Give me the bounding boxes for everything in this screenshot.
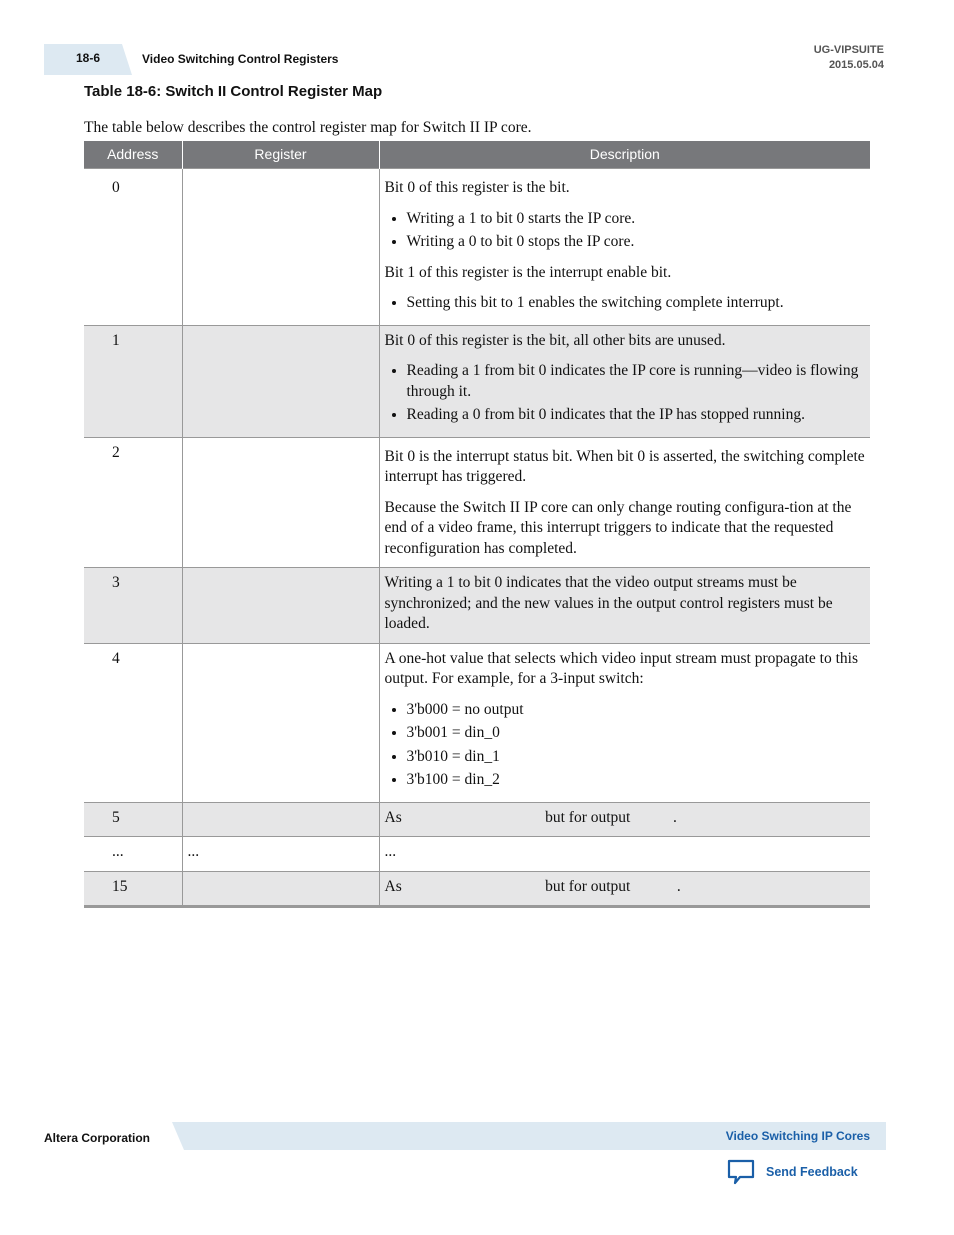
register-cell: ... bbox=[182, 837, 379, 872]
address-cell: 0 bbox=[84, 169, 182, 326]
column-header-address: Address bbox=[84, 141, 182, 169]
table-row bbox=[84, 643, 870, 802]
register-cell bbox=[182, 169, 379, 326]
bullet-item: • 3'b010 = din_1 bbox=[407, 747, 866, 768]
bullet-list bbox=[385, 293, 866, 314]
column-header-register: Register bbox=[182, 141, 379, 169]
bullet-item: • Reading a 1 from bit 0 indicates the IP core is running—video is flowing through it. bbox=[407, 361, 866, 402]
address-cell: 2 bbox=[84, 437, 182, 568]
table-row bbox=[84, 871, 870, 907]
address-cell: 3 bbox=[84, 568, 182, 644]
description-paragraph: A one-hot value that selects which video input stream must propagate to this output. For example, for a 3-input switch: bbox=[384, 649, 859, 687]
register-cell bbox=[182, 437, 379, 568]
register-cell bbox=[182, 325, 379, 437]
doc-info bbox=[814, 43, 884, 73]
description-cell bbox=[379, 437, 870, 568]
description-paragraph: Because the Switch II IP core can only change routing configura-tion at the end of a video frame, this interrupt triggers to indicate that the requested reconfiguration has completed. bbox=[384, 498, 852, 557]
description-cell bbox=[379, 325, 870, 437]
address-cell: ... bbox=[84, 837, 182, 872]
register-cell bbox=[182, 802, 379, 837]
table-row bbox=[84, 169, 870, 326]
table-row bbox=[84, 437, 870, 568]
register-cell bbox=[182, 568, 379, 644]
address-cell: 15 bbox=[84, 871, 182, 907]
description-paragraph: Bit 1 of this register is the interrupt enable bit. bbox=[384, 263, 672, 281]
table-caption: Table 18-6: Switch II Control Register Map bbox=[84, 83, 383, 100]
doc-id: UG-VIPSUITE bbox=[813, 44, 884, 56]
description-cell bbox=[379, 169, 870, 326]
description-cell bbox=[379, 643, 870, 802]
section-title: Video Switching Control Registers bbox=[142, 52, 339, 66]
bullet-list bbox=[385, 700, 866, 791]
send-feedback-button[interactable] bbox=[726, 1158, 858, 1186]
description-cell bbox=[379, 568, 870, 644]
column-header-description: Description bbox=[379, 141, 870, 169]
bullet-list bbox=[385, 209, 866, 253]
doc-date: 2015.05.04 bbox=[828, 59, 884, 71]
table-row bbox=[84, 802, 870, 837]
bullet-item: • Setting this bit to 1 enables the switching complete interrupt. bbox=[407, 293, 866, 314]
intro-text: The table below describes the control register map for Switch II IP core. bbox=[84, 119, 532, 136]
table-row bbox=[84, 837, 870, 872]
page-number: 18-6 bbox=[76, 51, 101, 65]
bullet-item: • Reading a 0 from bit 0 indicates that the IP has stopped running. bbox=[407, 405, 866, 426]
register-cell bbox=[182, 871, 379, 907]
bullet-list bbox=[385, 361, 866, 426]
description-cell: As but for output . bbox=[379, 802, 870, 837]
bullet-item: • 3'b000 = no output bbox=[407, 700, 866, 721]
address-cell: 1 bbox=[84, 325, 182, 437]
description-paragraph: Bit 0 is the interrupt status bit. When bit 0 is asserted, the switching complete interrupt has triggered. bbox=[384, 447, 865, 485]
register-cell bbox=[182, 643, 379, 802]
description-cell: As but for output . bbox=[379, 871, 870, 907]
chapter-link[interactable]: Video Switching IP Cores bbox=[725, 1129, 870, 1143]
table-row bbox=[84, 325, 870, 437]
description-paragraph: Writing a 1 to bit 0 indicates that the video output streams must be synchronized; and the new values in the output control registers must be loaded. bbox=[384, 574, 833, 632]
table-header-row bbox=[84, 141, 870, 169]
address-cell: 5 bbox=[84, 802, 182, 837]
send-feedback-label: Send Feedback bbox=[766, 1165, 858, 1179]
table-row bbox=[84, 568, 870, 644]
register-map-table bbox=[84, 141, 870, 908]
company-name: Altera Corporation bbox=[44, 1131, 151, 1145]
description-cell: ... bbox=[379, 837, 870, 872]
address-cell: 4 bbox=[84, 643, 182, 802]
bullet-item: • 3'b001 = din_0 bbox=[407, 723, 866, 744]
description-paragraph: Bit 0 of this register is the bit, all other bits are unused. bbox=[384, 331, 726, 349]
bullet-item: • Writing a 0 to bit 0 stops the IP core. bbox=[407, 232, 866, 253]
description-paragraph: Bit 0 of this register is the bit. bbox=[384, 179, 570, 196]
speech-bubble-icon bbox=[726, 1158, 756, 1186]
bullet-item: • Writing a 1 to bit 0 starts the IP core. bbox=[407, 209, 866, 230]
bullet-item: • 3'b100 = din_2 bbox=[407, 770, 866, 791]
